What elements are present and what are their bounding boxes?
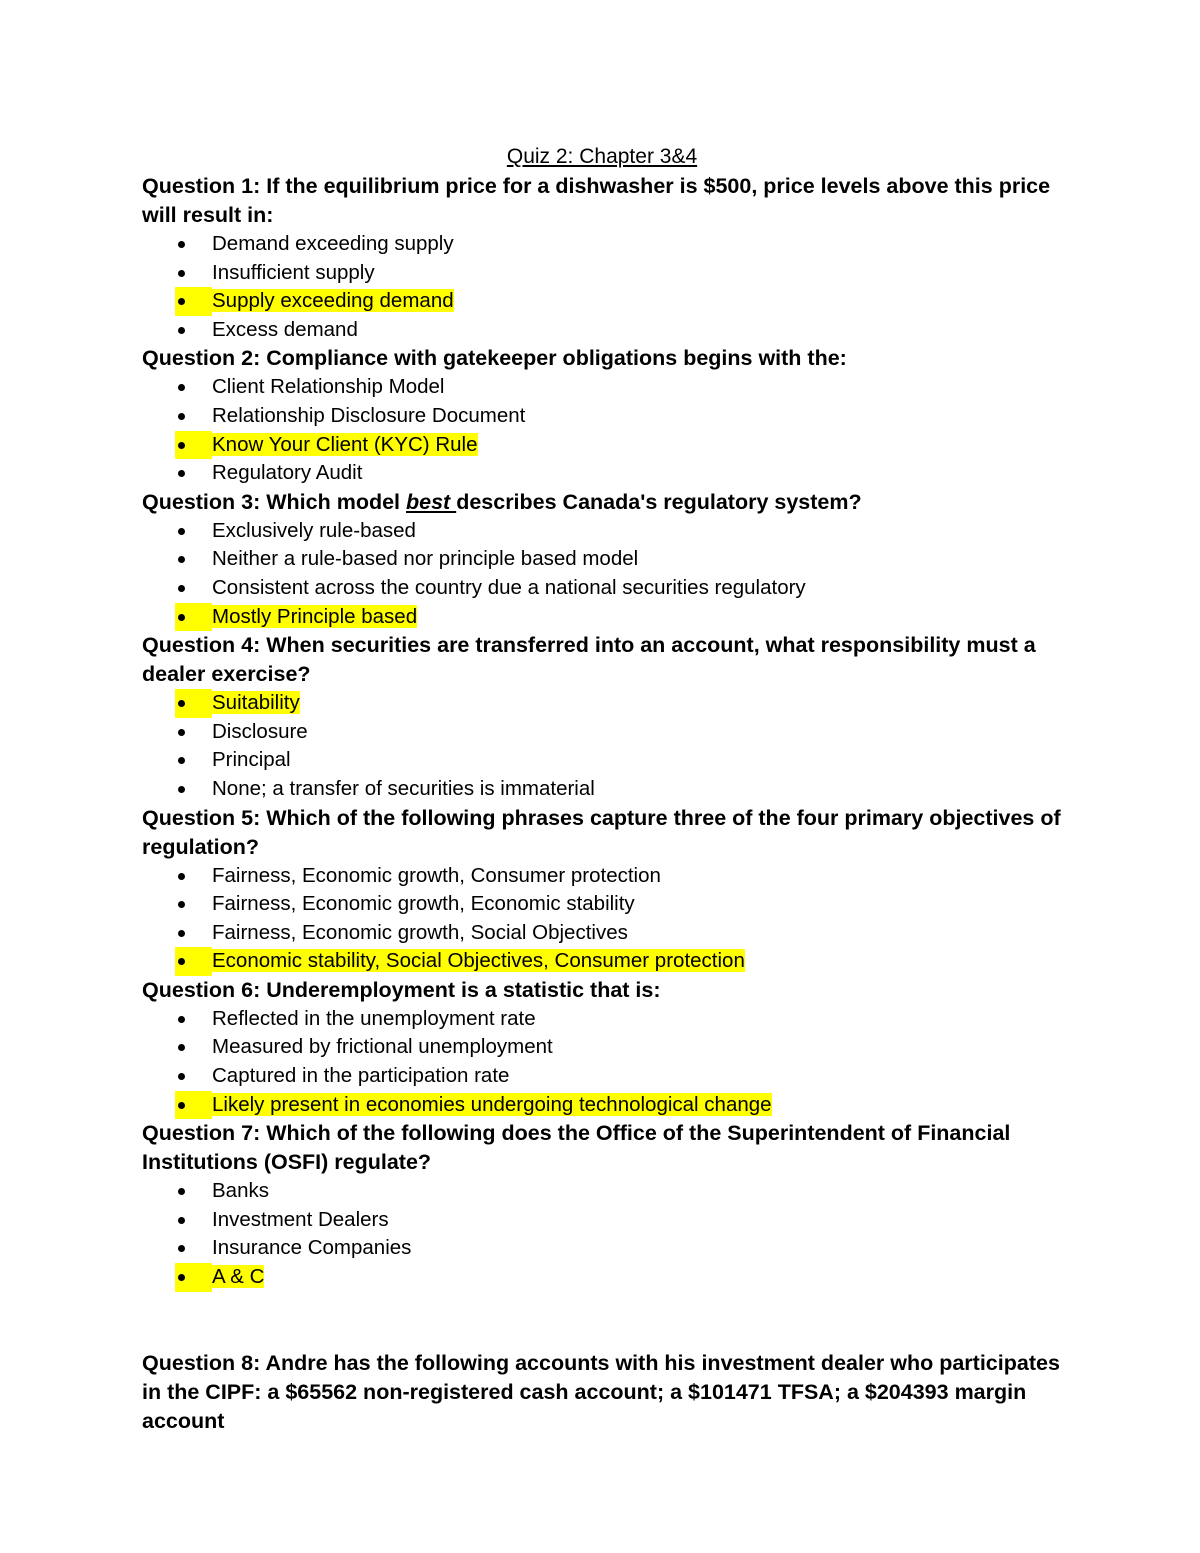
emphasis-word: best (406, 489, 457, 514)
option-text: Neither a rule-based nor principle based model (212, 547, 639, 571)
question-7 (142, 1119, 1062, 1291)
options-list (142, 373, 1062, 487)
option-item (142, 259, 1062, 288)
option-item-highlighted (142, 431, 1062, 460)
bullet-icon (175, 1005, 212, 1034)
bullet-icon (175, 689, 212, 718)
option-item (142, 316, 1062, 345)
option-item (142, 1177, 1062, 1206)
bullet-icon (175, 1033, 212, 1062)
bullet-icon (175, 459, 212, 488)
question-text (142, 631, 1062, 689)
options-list (142, 1005, 1062, 1119)
question-label: Question 2: (142, 346, 261, 371)
option-text: Likely present in economies undergoing technological change (212, 1092, 772, 1116)
option-text: Banks (212, 1179, 269, 1203)
option-item (142, 1062, 1062, 1091)
option-text: Fairness, Economic growth, Social Objectives (212, 920, 628, 944)
option-item-highlighted (142, 603, 1062, 632)
bullet-icon (175, 259, 212, 288)
option-item (142, 459, 1062, 488)
blank-line (142, 1292, 1062, 1349)
question-body: Underemployment is a statistic that is: (266, 977, 661, 1002)
option-item (142, 775, 1062, 804)
option-item-highlighted (142, 947, 1062, 976)
option-text: Demand exceeding supply (212, 232, 454, 255)
bullet-icon (175, 919, 212, 948)
options-list (142, 862, 1062, 976)
option-item (142, 402, 1062, 431)
bullet-icon (175, 1234, 212, 1263)
option-text: None; a transfer of securities is immaterial (212, 776, 595, 800)
question-text (142, 976, 1062, 1005)
question-3 (142, 488, 1062, 631)
bullet-icon (175, 603, 212, 632)
question-body: When securities are transferred into an account, what responsibility must a dealer exercise? (142, 633, 1036, 687)
option-text: Disclosure (212, 719, 308, 743)
question-text (142, 488, 1062, 517)
option-text: Investment Dealers (212, 1207, 389, 1231)
question-8 (142, 1349, 1062, 1436)
question-body-end: describes Canada's regulatory system? (456, 489, 862, 514)
bullet-icon (175, 1263, 212, 1292)
option-item (142, 545, 1062, 574)
options-list (142, 1177, 1062, 1291)
options-list (142, 689, 1062, 803)
question-label: Question 8: (142, 1350, 261, 1375)
option-text: Suitability (212, 691, 300, 715)
option-item (142, 1033, 1062, 1062)
bullet-icon (175, 373, 212, 402)
question-text (142, 344, 1062, 373)
question-body: If the equilibrium price for a dishwasher is $500, price levels above this price will result in: (142, 174, 1051, 227)
option-item (142, 230, 1062, 259)
question-label: Question 5: (142, 805, 261, 830)
document-page (142, 142, 1062, 1436)
question-body (266, 490, 861, 514)
bullet-icon (175, 1206, 212, 1235)
option-item (142, 746, 1062, 775)
option-item (142, 1005, 1062, 1034)
option-item (142, 919, 1062, 948)
bullet-icon (175, 1062, 212, 1091)
option-text: Measured by frictional unemployment (212, 1035, 553, 1059)
option-text: Supply exceeding demand (212, 289, 454, 313)
option-item-highlighted (142, 1091, 1062, 1120)
option-item (142, 862, 1062, 891)
option-text: Know Your Client (KYC) Rule (212, 432, 478, 456)
question-body-start: Which model (266, 489, 406, 514)
option-item-highlighted (142, 287, 1062, 316)
option-text: Economic stability, Social Objectives, Consumer protection (212, 949, 745, 973)
bullet-icon (175, 862, 212, 891)
bullet-icon (175, 775, 212, 804)
option-text: Principal (212, 748, 291, 772)
option-text: Captured in the participation rate (212, 1064, 510, 1088)
question-label: Question 1: (142, 174, 261, 198)
bullet-icon (175, 316, 212, 345)
question-text (142, 172, 1062, 230)
option-text: Fairness, Economic growth, Consumer protection (212, 863, 661, 887)
option-text: Insurance Companies (212, 1236, 412, 1260)
option-item (142, 718, 1062, 747)
document-title: Quiz 2: Chapter 3&4 (506, 145, 698, 168)
question-text (142, 1119, 1062, 1177)
option-text: Regulatory Audit (212, 461, 363, 485)
bullet-icon (175, 1177, 212, 1206)
option-text: Insufficient supply (212, 260, 375, 284)
question-4 (142, 631, 1062, 803)
option-item (142, 1234, 1062, 1263)
option-item (142, 373, 1062, 402)
option-item (142, 517, 1062, 546)
option-item (142, 1206, 1062, 1235)
option-text: A & C (212, 1265, 265, 1289)
option-text: Reflected in the unemployment rate (212, 1006, 536, 1030)
bullet-icon (175, 746, 212, 775)
question-body: Compliance with gatekeeper obligations begins with the: (266, 346, 847, 371)
option-text: Relationship Disclosure Document (212, 403, 526, 427)
question-6 (142, 976, 1062, 1119)
bullet-icon (175, 890, 212, 919)
option-text: Exclusively rule-based (212, 518, 416, 542)
options-list (142, 517, 1062, 631)
question-body: Which of the following does the Office of the Superintendent of Financial Institutions (OSFI) regulate? (142, 1121, 1011, 1175)
bullet-icon (175, 287, 212, 316)
option-text: Mostly Principle based (212, 604, 418, 628)
question-label: Question 4: (142, 633, 261, 658)
option-text: Client Relationship Model (212, 375, 445, 399)
question-1 (142, 172, 1062, 344)
bullet-icon (175, 517, 212, 546)
option-item (142, 890, 1062, 919)
bullet-icon (175, 718, 212, 747)
bullet-icon (175, 230, 212, 259)
option-item-highlighted (142, 1263, 1062, 1292)
question-body: Andre has the following accounts with his investment dealer who participates in the CIPF: a $65562 non-registered cash account; a $101471 TFSA; a $204393 margin account (142, 1350, 1060, 1433)
question-body: Which of the following phrases capture three of the four primary objectives of regulation? (142, 805, 1061, 859)
question-text (142, 804, 1062, 862)
options-list (142, 230, 1062, 344)
question-2 (142, 344, 1062, 487)
question-5 (142, 804, 1062, 976)
bullet-icon (175, 1091, 212, 1120)
option-text: Excess demand (212, 317, 358, 341)
bullet-icon (175, 574, 212, 603)
question-label: Question 6: (142, 977, 261, 1002)
option-text: Consistent across the country due a national securities regulatory (212, 575, 806, 599)
bullet-icon (175, 431, 212, 460)
option-item-highlighted (142, 689, 1062, 718)
option-item (142, 574, 1062, 603)
option-text: Fairness, Economic growth, Economic stability (212, 892, 635, 916)
bullet-icon (175, 947, 212, 976)
bullet-icon (175, 545, 212, 574)
question-text (142, 1349, 1062, 1436)
question-label: Question 3: (142, 489, 261, 514)
bullet-icon (175, 402, 212, 431)
question-label: Question 7: (142, 1121, 261, 1146)
